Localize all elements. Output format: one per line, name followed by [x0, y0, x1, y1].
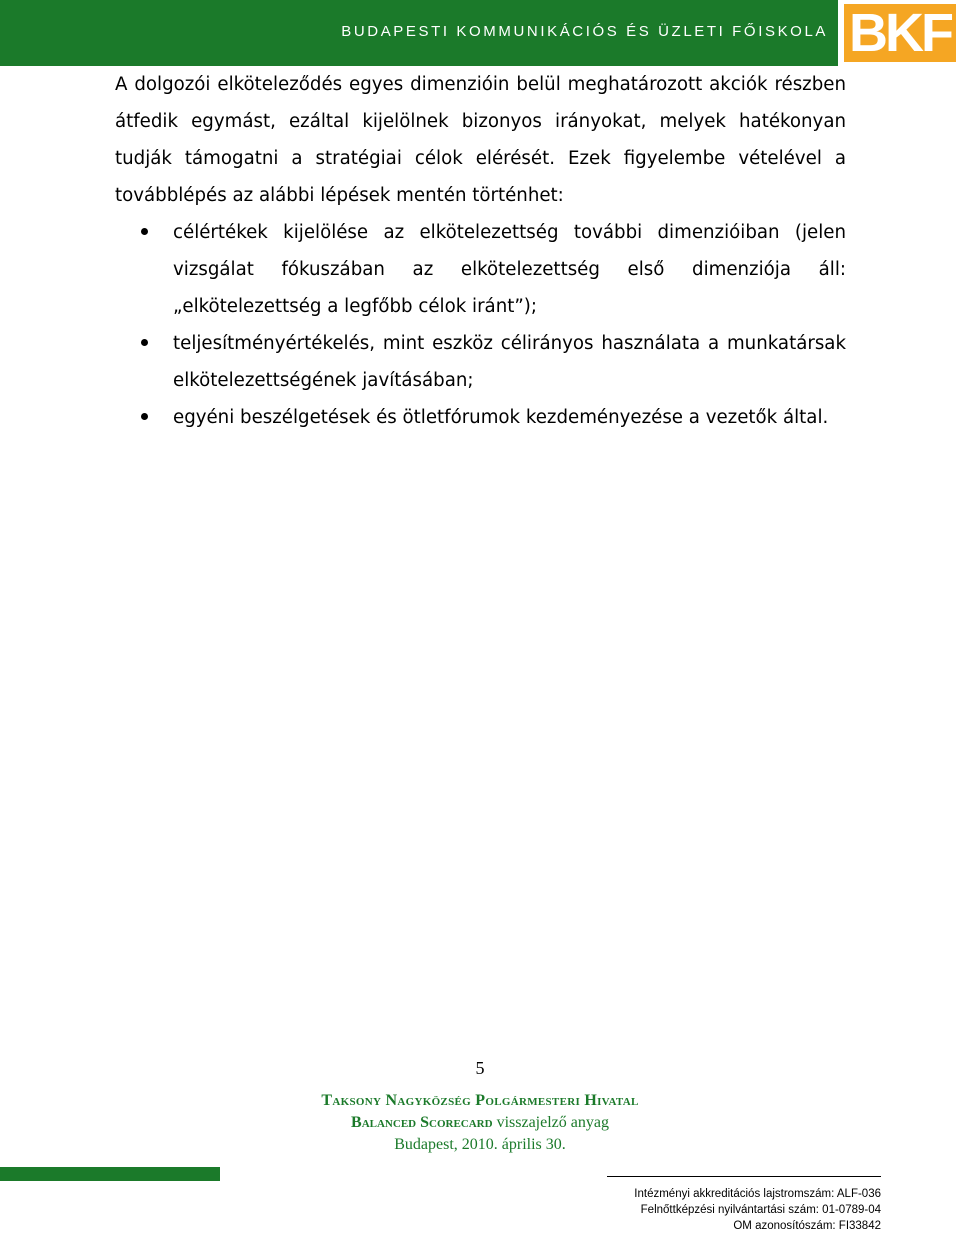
bkf-logo [838, 0, 960, 66]
footer-organization: Taksony Nagyközség Polgármesteri Hivatal [321, 1092, 639, 1109]
footer-green-bar [0, 1167, 220, 1181]
list-item [115, 214, 846, 325]
list-item-text: célértékek kijelölése az elkötelezettség további dimenzióiban (jelen vizsgálat fókuszában az elkötelezettség első dimenziója áll: „elkötelezettség a legfőbb célok iránt”); [173, 222, 846, 317]
bullet-icon [141, 339, 148, 346]
footer-date: Budapest, 2010. április 30. [394, 1136, 566, 1153]
page-number: 5 [475, 1058, 485, 1078]
header-band [0, 0, 960, 66]
list-item [115, 399, 846, 436]
list-item-text: egyéni beszélgetések és ötletfórumok kezdeményezése a vezetők által. [173, 407, 829, 428]
accreditation-line: Felnőttképzési nyilvántartási szám: 01-0789-04 [640, 1204, 881, 1216]
institution-name: BUDAPESTI KOMMUNIKÁCIÓS ÉS ÜZLETI FŐISKOLA [341, 23, 828, 40]
footer-document-title [0, 1112, 960, 1134]
accreditation-line: OM azonosítószám: FI33842 [733, 1220, 881, 1232]
footer-info [0, 1090, 960, 1156]
list-item [115, 325, 846, 399]
footer-divider [607, 1176, 881, 1177]
footer-document-title-strong: Balanced Scorecard [351, 1114, 493, 1131]
footer-document-title-rest: visszajelző anyag [492, 1114, 609, 1131]
intro-paragraph: A dolgozói elköteleződés egyes dimenzióin belül meghatározott akciók részben átfedik egymást, ezáltal kijelölnek bizonyos irányokat, melyek hatékonyan tudják támogatni a stratégiai célok elérését. Ezek figyelembe vételével a továbblépés az alábbi lépések mentén történhet: [115, 74, 846, 206]
accreditation-info [634, 1186, 881, 1234]
bullet-icon [141, 228, 148, 235]
document-body [115, 66, 846, 436]
accreditation-line: Intézményi akkreditációs lajstromszám: ALF-036 [634, 1188, 881, 1200]
bullet-icon [141, 413, 148, 420]
list-item-text: teljesítményértékelés, mint eszköz célirányos használata a munkatársak elkötelezettségének javításában; [173, 333, 846, 391]
bullet-list [115, 214, 846, 436]
logo-text: BKF [849, 3, 951, 63]
